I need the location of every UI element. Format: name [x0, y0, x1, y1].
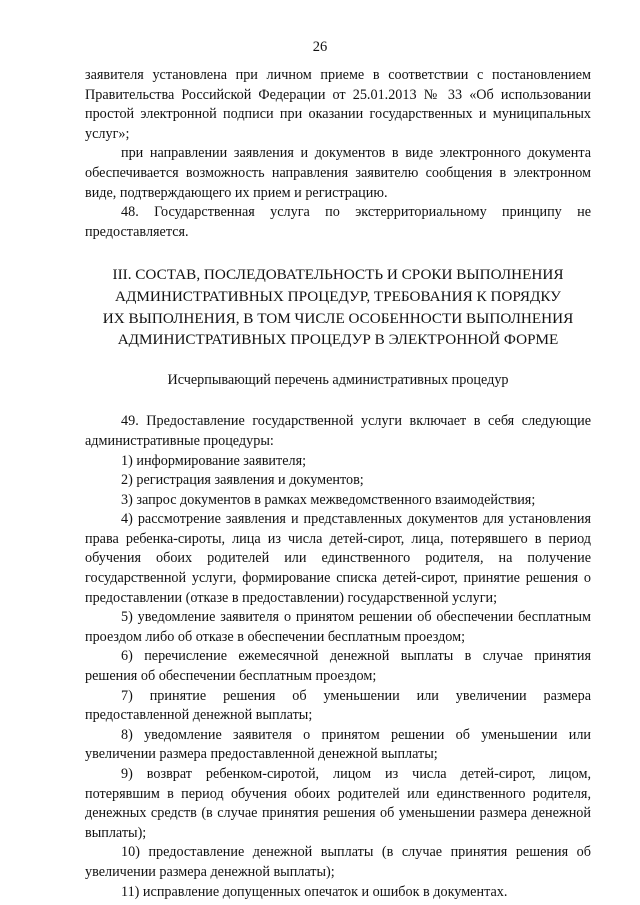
list-item: 9) возврат ребенком-сиротой, лицом из числа детей-сирот, лицом, потерявшим в период обучения обоих родителей или единственного родителя, денежных средств (в случае принятия решения об уменьшении размера денежной выплаты); — [85, 766, 591, 841]
section-heading-line: ИХ ВЫПОЛНЕНИЯ, В ТОМ ЧИСЛЕ ОСОБЕННОСТИ ВЫПОЛНЕНИЯ — [102, 309, 574, 327]
list-item: 11) исправление допущенных опечаток и ошибок в документах. — [121, 883, 508, 900]
section-heading-line: III. СОСТАВ, ПОСЛЕДОВАТЕЛЬНОСТЬ И СРОКИ ВЫПОЛНЕНИЯ — [112, 266, 564, 284]
paragraph-continuation: заявителя установлена при личном приеме в соответствии с постановлением Правительства Российской Федерации от 25.01.2013 № 33 «Об использовании простой электронной подписи при оказании государственных и муниципальных услуг»; — [85, 67, 591, 142]
paragraph-49: 49. Предоставление государственной услуги включает в себя следующие административные процедуры: — [85, 413, 591, 449]
list-item: 7) принятие решения об уменьшении или увеличении размера предоставленной денежной выплаты; — [85, 687, 591, 724]
list-item: 4) рассмотрение заявления и представленных документов для установления права ребенка-сироты, лица из числа детей-сирот, лица, потерявшего в период обучения обоих родителей или единственного родителя, на получение государственной услуги, формирование списка детей-сирот, принятие решения о предоставлении (отказе в предоставлении) государственной услуги; — [85, 511, 591, 606]
section-heading-line: АДМИНИСТРАТИВНЫХ ПРОЦЕДУР, ТРЕБОВАНИЯ К ПОРЯДКУ — [115, 287, 561, 305]
page-number: 26 — [312, 39, 328, 55]
subsection-heading: Исчерпывающий перечень административных процедур — [167, 371, 509, 388]
list-item: 3) запрос документов в рамках межведомственного взаимодействия; — [121, 491, 536, 508]
list-item: 1) информирование заявителя; — [121, 452, 307, 469]
list-item: 8) уведомление заявителя о принятом решении об уменьшении или увеличении размера предоставленной денежной выплаты; — [85, 726, 591, 763]
paragraph-48: 48. Государственная услуга по экстерриториальному принципу не предоставляется. — [85, 204, 591, 240]
list-item: 5) уведомление заявителя о принятом решении об обеспечении бесплатным проездом либо об отказе в обеспечении бесплатным проездом; — [85, 609, 591, 645]
paragraph-electronic-submission: при направлении заявления и документов в виде электронного документа обеспечивается возможность направления заявителю сообщения в электронном виде, подтверждающего их прием и регистрацию. — [85, 145, 591, 201]
page-content — [85, 66, 591, 902]
section-heading-line: АДМИНИСТРАТИВНЫХ ПРОЦЕДУР В ЭЛЕКТРОННОЙ ФОРМЕ — [117, 331, 559, 349]
list-item: 6) перечисление ежемесячной денежной выплаты в случае принятия решения об обеспечении бесплатным проездом; — [85, 648, 591, 685]
section-heading — [85, 264, 591, 350]
list-item: 10) предоставление денежной выплаты (в случае принятия решения об увеличении размера денежной выплаты); — [85, 844, 591, 880]
list-item: 2) регистрация заявления и документов; — [121, 472, 364, 489]
